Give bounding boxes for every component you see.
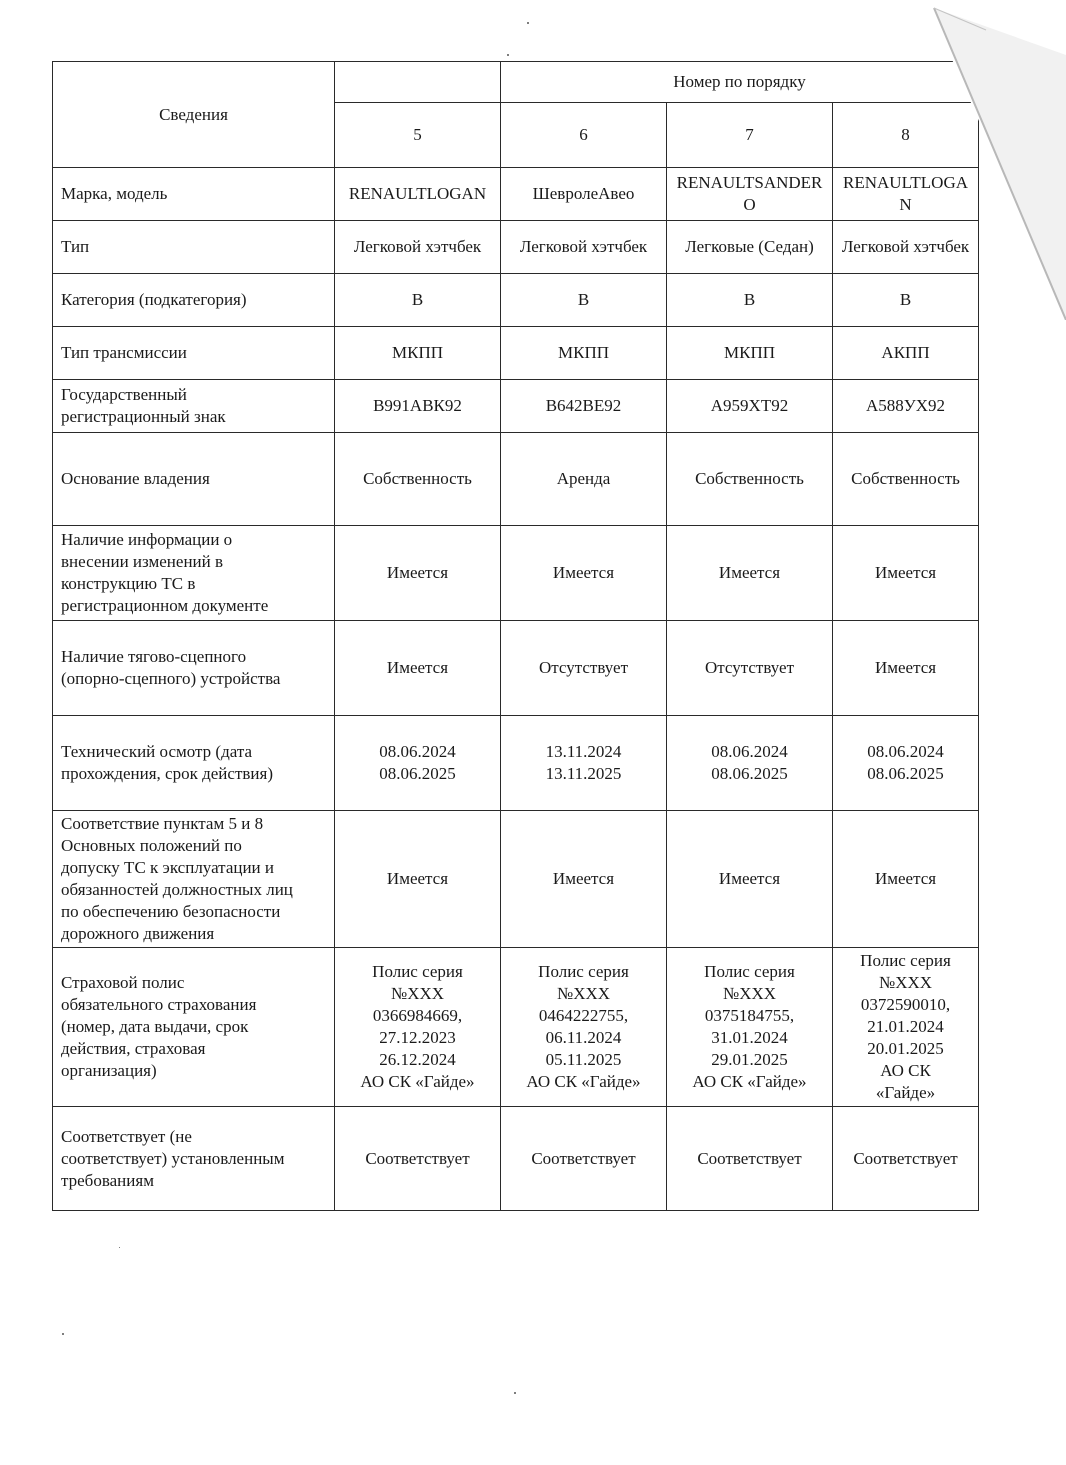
value-text: 08.06.2024 08.06.2025 — [379, 742, 456, 783]
row-label-cell — [53, 621, 335, 716]
value-cell — [501, 716, 667, 811]
table-row — [53, 1107, 979, 1211]
value-cell — [667, 811, 833, 948]
value-cell — [667, 716, 833, 811]
value-text: Имеется — [718, 563, 781, 582]
value-cell — [833, 948, 979, 1107]
value-cell — [335, 1107, 501, 1211]
value-cell — [335, 221, 501, 274]
value-cell — [501, 433, 667, 526]
table-row — [53, 811, 979, 948]
folded-corner — [926, 0, 1066, 320]
value-cell — [667, 327, 833, 380]
row-label-cell — [53, 1107, 335, 1211]
value-text: B — [743, 290, 756, 309]
value-cell — [335, 380, 501, 433]
value-text: Имеется — [386, 869, 449, 888]
value-text: МКПП — [391, 343, 443, 362]
value-cell — [335, 327, 501, 380]
value-cell — [667, 621, 833, 716]
value-text: Соответствует — [853, 1148, 958, 1168]
value-text: Соответствует — [697, 1148, 802, 1168]
value-text: В991АВК92 — [373, 396, 462, 415]
value-text: Легковые (Седан) — [685, 237, 814, 256]
value-cell — [501, 948, 667, 1107]
row-label: Основание владения — [61, 469, 210, 488]
value-cell — [501, 327, 667, 380]
column-number-text: 6 — [579, 125, 588, 144]
info-header-label: Сведения — [159, 104, 228, 124]
value-text: Имеется — [386, 563, 449, 582]
value-text: RENAULTLOGAN — [843, 173, 968, 214]
row-label: Марка, модель — [61, 184, 168, 203]
row-label: Категория (подкатегория) — [61, 290, 247, 309]
value-cell — [667, 1107, 833, 1211]
column-number-text: 7 — [745, 125, 754, 144]
value-cell — [501, 168, 667, 221]
value-text: RENAULTSANDERO — [676, 173, 823, 214]
table-row — [53, 327, 979, 380]
value-cell — [833, 621, 979, 716]
table-row — [53, 274, 979, 327]
value-text: Собственность — [695, 469, 804, 488]
value-text: Имеется — [874, 563, 937, 582]
scan-speck — [514, 1392, 516, 1394]
column-number-6 — [501, 103, 667, 168]
row-label: Страховой полис обязательного страхования (номер, дата выдачи, срок действия, страховая организация) — [61, 973, 257, 1080]
value-cell — [501, 621, 667, 716]
value-text: Полис серия №ХХХ 0372590010, 21.01.2024 20.01.2025 АО СК «Гайде» — [860, 951, 951, 1102]
value-text: RENAULTLOGAN — [348, 184, 487, 203]
value-text: B — [577, 290, 590, 309]
value-text: Имеется — [874, 869, 937, 888]
value-text: Соответствует — [531, 1148, 636, 1168]
value-text: Полис серия №ХХХ 0366984669, 27.12.2023 26.12.2024 АО СК «Гайде» — [360, 962, 475, 1091]
value-cell — [335, 621, 501, 716]
value-cell — [833, 433, 979, 526]
value-text: Полис серия №ХХХ 0464222755, 06.11.2024 05.11.2025 АО СК «Гайде» — [526, 962, 641, 1091]
value-text: B — [899, 290, 912, 309]
row-label: Наличие информации о внесении изменений в конструкцию ТС в регистрационном документе — [61, 530, 269, 615]
row-label-cell — [53, 327, 335, 380]
value-text: Соответствует — [365, 1148, 470, 1168]
value-cell — [833, 811, 979, 948]
row-label: Наличие тягово-сцепного (опорно-сцепного) устройства — [61, 647, 281, 688]
row-label-cell — [53, 716, 335, 811]
value-cell — [335, 433, 501, 526]
header-blank-cell — [335, 62, 501, 103]
column-number-text: 8 — [901, 125, 910, 144]
value-text: Отсутствует — [704, 658, 795, 677]
value-text: МКПП — [557, 343, 609, 362]
row-label: Тип трансмиссии — [61, 343, 187, 362]
order-number-label: Номер по порядку — [673, 72, 806, 91]
value-text: 08.06.2024 08.06.2025 — [867, 742, 944, 783]
table-row — [53, 948, 979, 1107]
value-cell — [335, 168, 501, 221]
row-label-cell — [53, 433, 335, 526]
value-cell — [833, 716, 979, 811]
value-cell — [335, 811, 501, 948]
table-row — [53, 221, 979, 274]
value-cell — [667, 168, 833, 221]
value-text: Имеется — [718, 869, 781, 888]
value-cell — [501, 274, 667, 327]
value-cell — [335, 274, 501, 327]
row-label-cell — [53, 811, 335, 948]
value-cell — [667, 433, 833, 526]
value-cell — [335, 716, 501, 811]
value-cell — [833, 380, 979, 433]
table-row — [53, 380, 979, 433]
row-label-cell — [53, 526, 335, 621]
value-cell — [833, 327, 979, 380]
value-text: Аренда — [556, 469, 611, 488]
info-header — [53, 62, 335, 168]
order-number-header — [501, 62, 979, 103]
row-label: Соответствие пунктам 5 и 8 Основных положений по допуску ТС к эксплуатации и обязанностей должностных лиц по обеспечению безопасности дорожного движения — [61, 814, 293, 943]
value-text: А959ХТ92 — [710, 396, 789, 415]
row-label-cell — [53, 221, 335, 274]
value-text: Легковой хэтчбек — [519, 237, 648, 256]
scan-speck — [527, 22, 529, 24]
value-cell — [667, 526, 833, 621]
value-text: Имеется — [386, 658, 449, 677]
row-label: Соответствует (не соответствует) установленным требованиям — [61, 1126, 285, 1190]
row-label: Государственный регистрационный знак — [61, 385, 226, 426]
value-cell — [335, 948, 501, 1107]
value-text: Собственность — [851, 469, 960, 488]
value-cell — [667, 380, 833, 433]
row-label: Тип — [61, 237, 90, 256]
table-row — [53, 526, 979, 621]
value-text: 13.11.2024 13.11.2025 — [545, 742, 622, 783]
value-text: 08.06.2024 08.06.2025 — [711, 742, 788, 783]
value-text: МКПП — [723, 343, 775, 362]
value-cell — [501, 526, 667, 621]
table-row — [53, 621, 979, 716]
value-cell — [667, 948, 833, 1107]
value-text: Легковой хэтчбек — [353, 237, 482, 256]
table-row — [53, 433, 979, 526]
value-text: Имеется — [552, 869, 615, 888]
row-label: Технический осмотр (дата прохождения, срок действия) — [61, 742, 273, 783]
value-text: Отсутствует — [538, 658, 629, 677]
row-label-cell — [53, 948, 335, 1107]
row-label-cell — [53, 168, 335, 221]
scan-speck — [119, 1247, 120, 1248]
value-text: В642ВЕ92 — [545, 396, 622, 415]
column-number-5 — [335, 103, 501, 168]
column-number-7 — [667, 103, 833, 168]
row-label-cell — [53, 380, 335, 433]
value-cell — [501, 1107, 667, 1211]
column-number-text: 5 — [413, 125, 422, 144]
value-cell — [833, 1107, 979, 1211]
value-text: ШевролеАвео — [532, 184, 635, 203]
table-row — [53, 168, 979, 221]
value-cell — [667, 221, 833, 274]
value-text: Собственность — [363, 469, 472, 488]
value-cell — [833, 526, 979, 621]
value-cell — [501, 380, 667, 433]
value-cell — [335, 526, 501, 621]
value-cell — [667, 274, 833, 327]
row-label-cell — [53, 274, 335, 327]
value-text: Имеется — [552, 563, 615, 582]
vehicle-info-table — [52, 61, 979, 1211]
value-text: Полис серия №ХХХ 0375184755, 31.01.2024 29.01.2025 АО СК «Гайде» — [692, 962, 807, 1091]
scan-speck — [62, 1333, 64, 1335]
table-row — [53, 716, 979, 811]
value-text: Легковой хэтчбек — [841, 237, 970, 256]
value-text: Имеется — [874, 658, 937, 677]
value-cell — [501, 221, 667, 274]
value-text: А588УХ92 — [865, 396, 946, 415]
scan-speck — [507, 54, 509, 56]
value-text: B — [411, 290, 424, 309]
header-row-top — [53, 62, 979, 103]
value-cell — [501, 811, 667, 948]
value-text: АКПП — [881, 343, 930, 362]
